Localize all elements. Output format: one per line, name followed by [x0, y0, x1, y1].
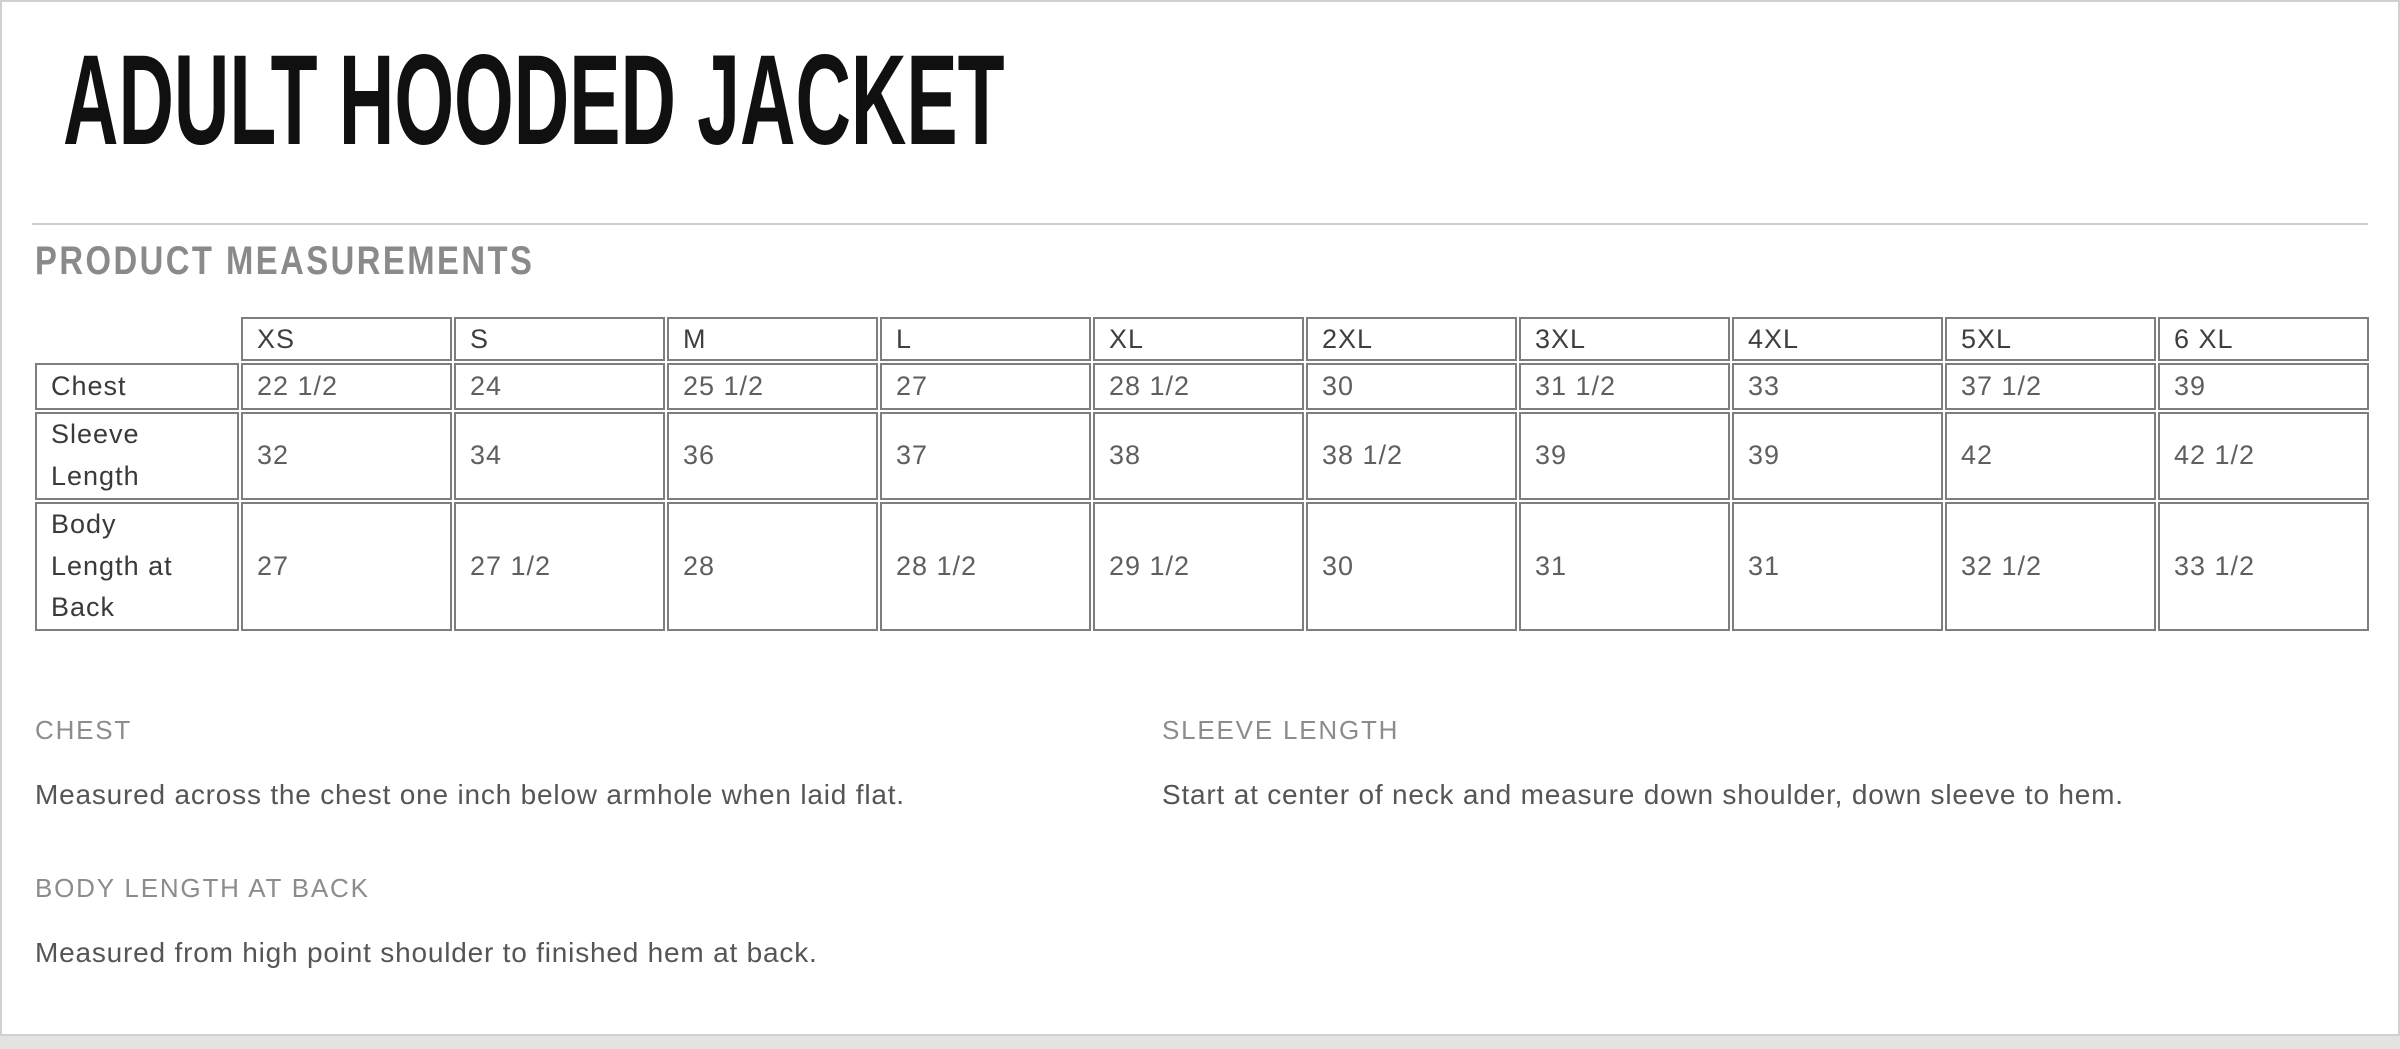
measurement-cell: 22 1/2	[241, 363, 452, 410]
size-column-header: XL	[1093, 317, 1304, 361]
measurement-cell: 27 1/2	[454, 502, 665, 632]
measurement-cell: 28 1/2	[1093, 363, 1304, 410]
measurement-cell: 36	[667, 412, 878, 500]
measurement-cell: 27	[880, 363, 1091, 410]
measurement-descriptions	[35, 715, 2368, 981]
measurement-cell: 32 1/2	[1945, 502, 2156, 632]
body-length-description-heading: BODY LENGTH AT BACK	[35, 873, 370, 904]
size-column-header: 5XL	[1945, 317, 2156, 361]
measurements-table	[33, 315, 2371, 633]
size-column-header: 3XL	[1519, 317, 1730, 361]
row-label: Body Length at Back	[35, 502, 239, 632]
measurement-cell: 38	[1093, 412, 1304, 500]
measurement-cell: 25 1/2	[667, 363, 878, 410]
section-title: PRODUCT MEASUREMENTS	[35, 239, 535, 283]
measurement-cell: 32	[241, 412, 452, 500]
size-column-header: M	[667, 317, 878, 361]
size-column-header: S	[454, 317, 665, 361]
size-column-header: L	[880, 317, 1091, 361]
page-background-strip	[0, 1036, 2400, 1049]
measurement-cell: 42 1/2	[2158, 412, 2369, 500]
size-header-row	[35, 317, 2369, 361]
measurement-cell: 27	[241, 502, 452, 632]
measurement-cell: 33 1/2	[2158, 502, 2369, 632]
measurement-cell: 29 1/2	[1093, 502, 1304, 632]
measurement-cell: 37 1/2	[1945, 363, 2156, 410]
page-title: ADULT HOODED JACKET	[63, 29, 1005, 172]
sleeve-length-description-text: Start at center of neck and measure down shoulder, down sleeve to hem.	[1162, 779, 2124, 811]
measurement-cell: 30	[1306, 363, 1517, 410]
measurement-cell: 33	[1732, 363, 1943, 410]
measurement-cell: 31	[1732, 502, 1943, 632]
measurement-cell: 31	[1519, 502, 1730, 632]
section-divider	[32, 223, 2368, 225]
chest-description-heading: CHEST	[35, 715, 133, 746]
measurement-cell: 39	[1519, 412, 1730, 500]
measurement-cell: 28 1/2	[880, 502, 1091, 632]
measurement-cell: 37	[880, 412, 1091, 500]
size-column-header: 2XL	[1306, 317, 1517, 361]
sleeve-length-description-heading: SLEEVE LENGTH	[1162, 715, 1400, 746]
size-column-header: 6 XL	[2158, 317, 2369, 361]
body-length-description-text: Measured from high point shoulder to finished hem at back.	[35, 937, 818, 969]
sleeve-length-description-block	[1162, 715, 2207, 823]
chest-description-block	[35, 715, 1162, 823]
measurement-cell: 39	[2158, 363, 2369, 410]
body-length-description-block	[35, 873, 1162, 981]
measurement-cell: 38 1/2	[1306, 412, 1517, 500]
table-row	[35, 363, 2369, 410]
measurement-cell: 28	[667, 502, 878, 632]
row-label: Chest	[35, 363, 239, 410]
measurement-cell: 24	[454, 363, 665, 410]
measurement-cell: 34	[454, 412, 665, 500]
size-column-header: XS	[241, 317, 452, 361]
table-row	[35, 412, 2369, 500]
measurement-cell: 42	[1945, 412, 2156, 500]
table-row	[35, 502, 2369, 632]
measurement-cell: 39	[1732, 412, 1943, 500]
row-label: Sleeve Length	[35, 412, 239, 500]
table-corner-cell	[35, 317, 239, 361]
size-column-header: 4XL	[1732, 317, 1943, 361]
measurement-cell: 31 1/2	[1519, 363, 1730, 410]
measurement-cell: 30	[1306, 502, 1517, 632]
chest-description-text: Measured across the chest one inch below armhole when laid flat.	[35, 779, 905, 811]
